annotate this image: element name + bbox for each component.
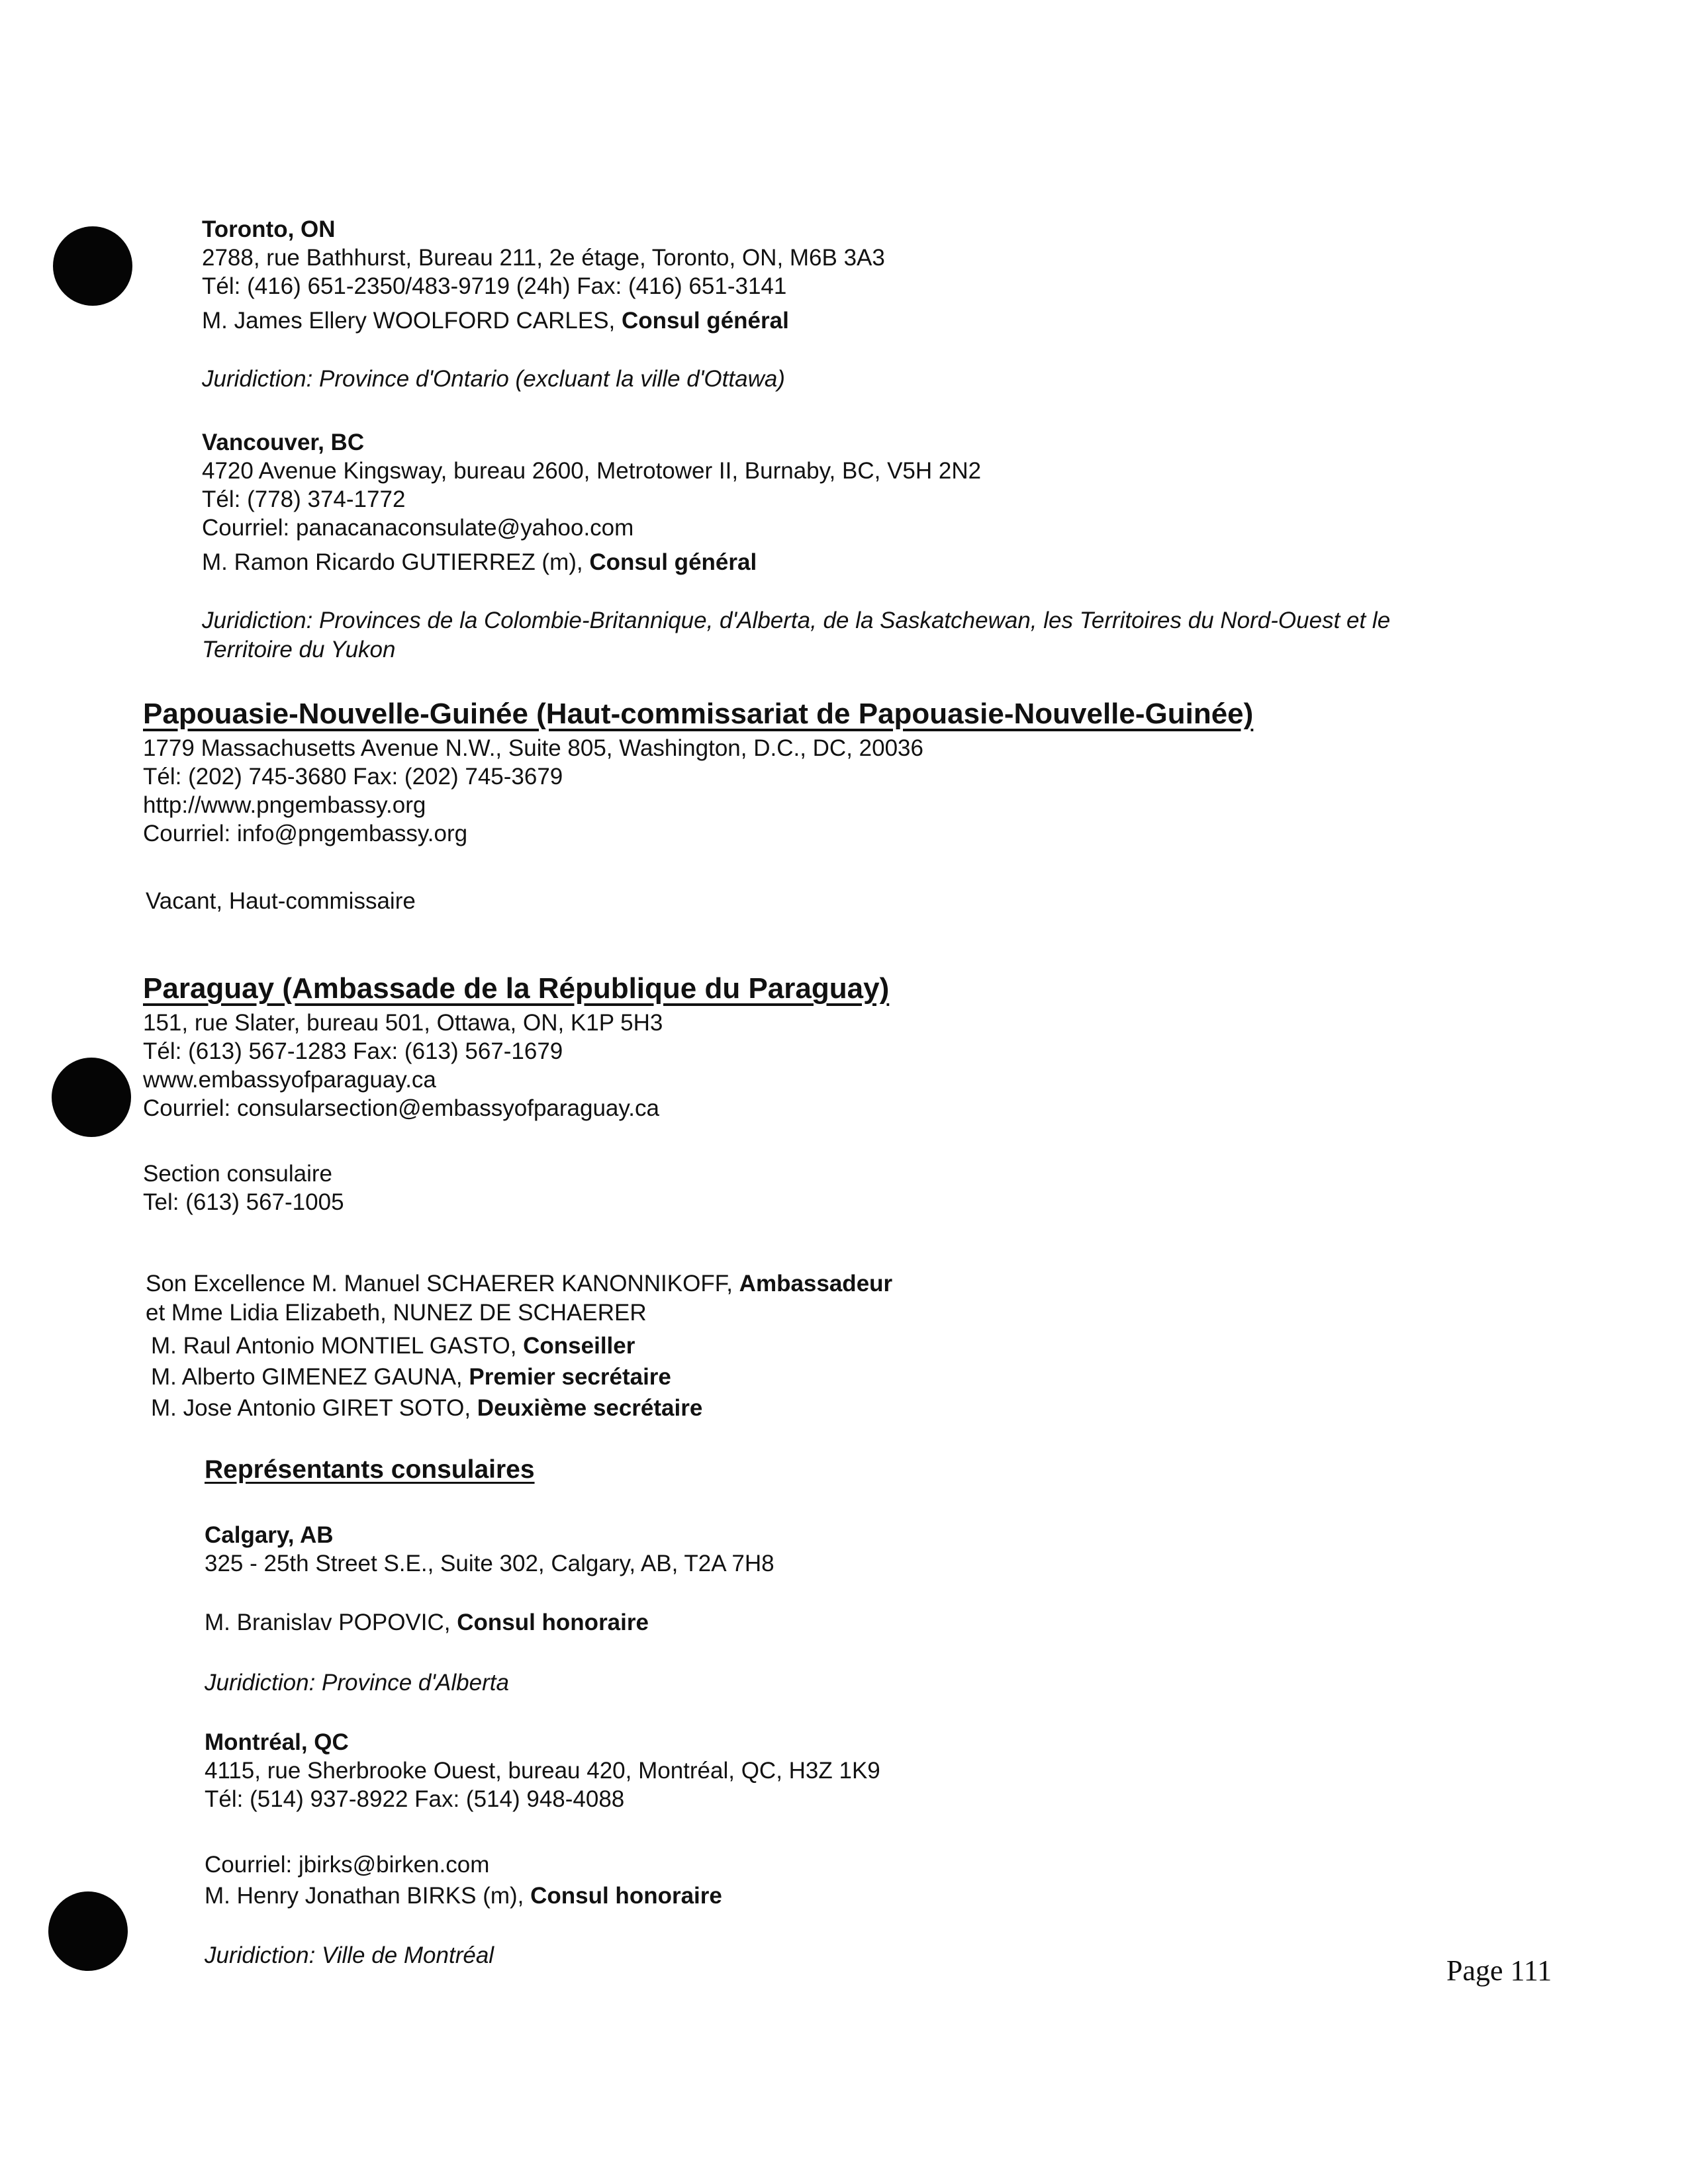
calgary-jurisdiction: Juridiction: Province d'Alberta: [205, 1670, 509, 1696]
vancouver-consul-name: M. Ramon Ricardo GUTIERREZ (m),: [202, 549, 590, 575]
staff-title: Premier secrétaire: [469, 1364, 671, 1390]
staff-title: Deuxième secrétaire: [477, 1395, 703, 1421]
paraguay-staff-counsellor: [151, 1332, 635, 1361]
vancouver-jurisdiction-line1: Juridiction: Provinces de la Colombie-Britannique, d'Alberta, de la Saskatchewan, les Territoires du Nord-Ouest et le: [202, 608, 1391, 633]
paraguay-consular-phone: Tel: (613) 567-1005: [143, 1189, 344, 1215]
calgary-consul: [205, 1608, 649, 1637]
montreal-consul-name: M. Henry Jonathan BIRKS (m),: [205, 1883, 531, 1909]
montreal-address: 4115, rue Sherbrooke Ouest, bureau 420, Montréal, QC, H3Z 1K9: [205, 1758, 880, 1784]
png-address: 1779 Massachusetts Avenue N.W., Suite 805, Washington, D.C., DC, 20036: [143, 735, 923, 761]
vancouver-email: Courriel: panacanaconsulate@yahoo.com: [202, 515, 634, 541]
png-phone: Tél: (202) 745-3680 Fax: (202) 745-3679: [143, 764, 563, 790]
staff-name: Son Excellence M. Manuel SCHAERER KANONNIKOFF,: [146, 1271, 739, 1297]
toronto-phone: Tél: (416) 651-2350/483-9719 (24h) Fax: (416) 651-3141: [202, 273, 787, 299]
paraguay-consular-section: Section consulaire: [143, 1161, 332, 1187]
staff-title: Ambassadeur: [739, 1271, 893, 1297]
toronto-address: 2788, rue Bathhurst, Bureau 211, 2e étage, Toronto, ON, M6B 3A3: [202, 245, 885, 271]
vancouver-city: Vancouver, BC: [202, 430, 365, 455]
calgary-address: 325 - 25th Street S.E., Suite 302, Calgary, AB, T2A 7H8: [205, 1551, 774, 1576]
binder-hole-top: [53, 226, 132, 306]
png-staff: Vacant, Haut-commissaire: [146, 888, 416, 914]
binder-hole-bottom: [48, 1891, 128, 1971]
vancouver-address: 4720 Avenue Kingsway, bureau 2600, Metrotower II, Burnaby, BC, V5H 2N2: [202, 458, 982, 484]
toronto-consul-title: Consul général: [621, 308, 789, 334]
paraguay-phone: Tél: (613) 567-1283 Fax: (613) 567-1679: [143, 1038, 563, 1064]
montreal-phone: Tél: (514) 937-8922 Fax: (514) 948-4088: [205, 1786, 625, 1812]
paraguay-staff-first-secretary: [151, 1363, 671, 1392]
vancouver-jurisdiction-line2: Territoire du Yukon: [202, 637, 396, 662]
paraguay-staff-spouse: [146, 1298, 647, 1328]
paraguay-staff-ambassador: [146, 1269, 892, 1298]
staff-name: M. Raul Antonio MONTIEL GASTO,: [151, 1333, 524, 1359]
vancouver-consul: [202, 548, 757, 577]
paraguay-email: Courriel: consularsection@embassyofparaguay.ca: [143, 1095, 659, 1121]
montreal-consul: [205, 1882, 722, 1911]
calgary-consul-title: Consul honoraire: [457, 1610, 649, 1635]
toronto-consul: [202, 306, 789, 336]
calgary-consul-name: M. Branislav POPOVIC,: [205, 1610, 457, 1635]
montreal-jurisdiction: Juridiction: Ville de Montréal: [205, 1942, 494, 1968]
staff-name: M. Jose Antonio GIRET SOTO,: [151, 1395, 477, 1421]
vancouver-consul-title: Consul général: [589, 549, 757, 575]
binder-hole-middle: [52, 1058, 131, 1137]
paraguay-staff-second-secretary: [151, 1394, 702, 1423]
png-website: http://www.pngembassy.org: [143, 792, 426, 818]
paraguay-address: 151, rue Slater, bureau 501, Ottawa, ON, K1P 5H3: [143, 1010, 663, 1036]
montreal-consul-title: Consul honoraire: [530, 1883, 722, 1909]
toronto-consul-name: M. James Ellery WOOLFORD CARLES,: [202, 308, 622, 334]
page-number: Page 111: [1446, 1954, 1552, 1987]
paraguay-website: www.embassyofparaguay.ca: [143, 1067, 436, 1093]
png-email: Courriel: info@pngembassy.org: [143, 821, 468, 846]
toronto-jurisdiction: Juridiction: Province d'Ontario (excluant la ville d'Ottawa): [202, 366, 785, 392]
png-heading: Papouasie-Nouvelle-Guinée (Haut-commissariat de Papouasie-Nouvelle-Guinée): [143, 698, 1254, 730]
montreal-email: Courriel: jbirks@birken.com: [205, 1852, 490, 1878]
staff-name: M. Alberto GIMENEZ GAUNA,: [151, 1364, 469, 1390]
paraguay-heading: Paraguay (Ambassade de la République du Paraguay): [143, 972, 890, 1005]
consular-reps-heading: Représentants consulaires: [205, 1455, 535, 1484]
calgary-city: Calgary, AB: [205, 1522, 334, 1548]
vancouver-phone: Tél: (778) 374-1772: [202, 486, 406, 512]
montreal-city: Montréal, QC: [205, 1729, 349, 1755]
toronto-city: Toronto, ON: [202, 216, 336, 242]
staff-name: et Mme Lidia Elizabeth, NUNEZ DE SCHAERER: [146, 1300, 647, 1326]
staff-title: Conseiller: [523, 1333, 635, 1359]
